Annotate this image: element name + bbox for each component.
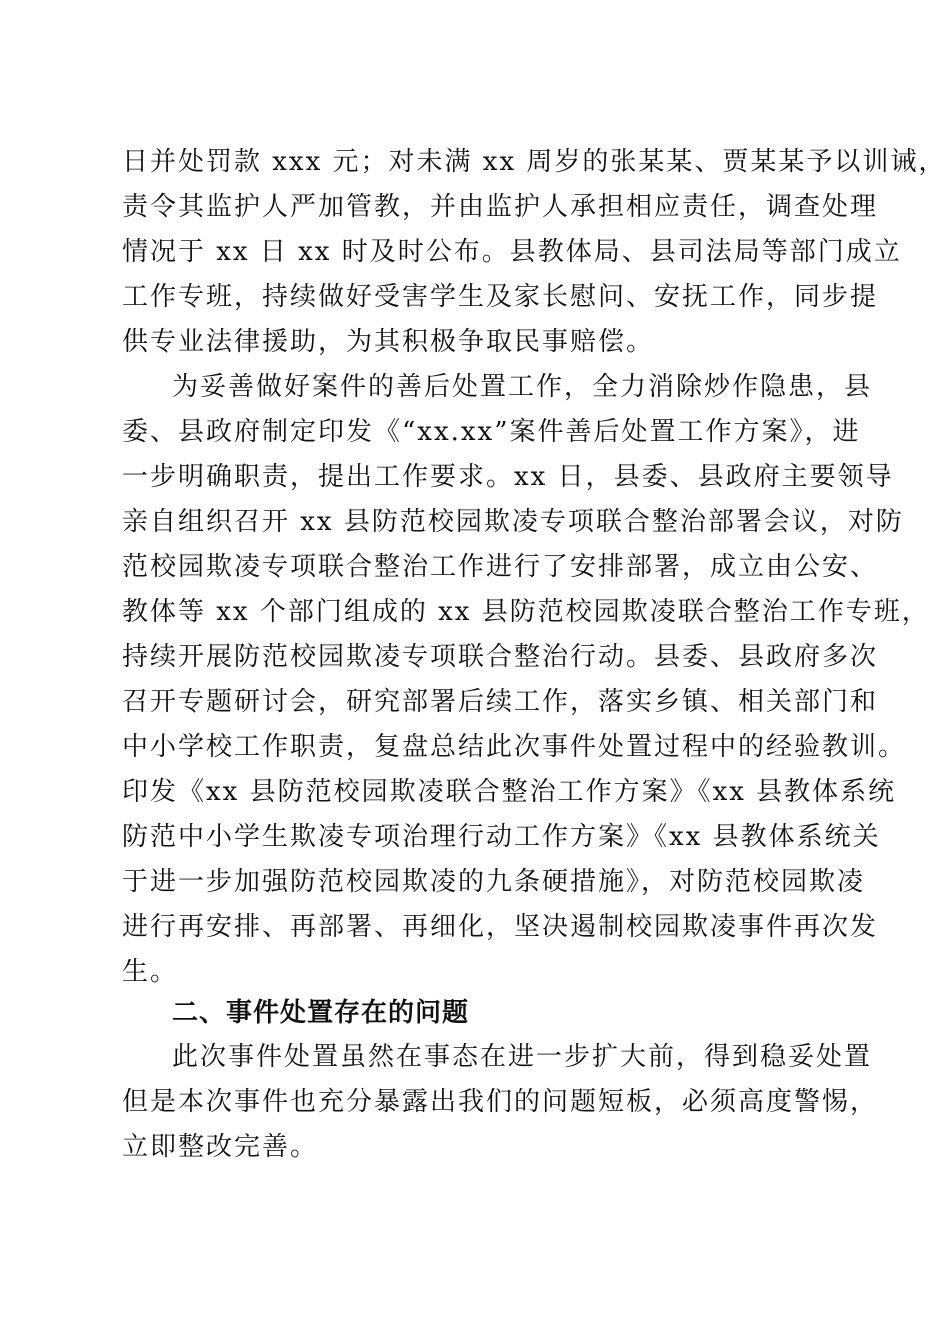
section-heading: 二、事件处置存在的问题: [172, 998, 470, 1028]
text-line: 印发《xx 县防范校园欺凌联合整治工作方案》《xx 县教体系统: [122, 777, 897, 807]
text-line: 责令其监护人严加管教，并由监护人承担相应责任，调查处理: [122, 192, 879, 222]
text-line: 中小学校工作职责，复盘总结此次事件处置过程中的经验教训。: [122, 732, 907, 762]
text-line: 工作专班，持续做好受害学生及家长慰问、安抚工作，同步提: [122, 282, 879, 312]
text-line: 一步明确职责，提出工作要求。xx 日，县委、县政府主要领导: [122, 462, 894, 492]
text-line: 防范中小学生欺凌专项治理行动工作方案》《xx 县教体系统关: [122, 822, 881, 852]
text-line: 日并处罚款 xxx 元；对未满 xx 周岁的张某某、贾某某予以训诫，: [122, 147, 947, 177]
text-line: 进行再安排、再部署、再细化，坚决遏制校园欺凌事件再次发: [122, 912, 879, 942]
text-line: 教体等 xx 个部门组成的 xx 县防范校园欺凌联合整治工作专班，: [122, 597, 930, 627]
text-line: 供专业法律援助，为其积极争取民事赔偿。: [122, 327, 655, 357]
text-line: 召开专题研讨会，研究部署后续工作，落实乡镇、相关部门和: [122, 687, 879, 717]
text-line: 但是本次事件也充分暴露出我们的问题短板，必须高度警惕，: [122, 1087, 879, 1117]
text-line: 亲自组织召开 xx 县防范校园欺凌专项联合整治部署会议，对防: [122, 507, 904, 537]
text-line: 范校园欺凌专项联合整治工作进行了安排部署，成立由公安、: [122, 552, 879, 582]
text-line: 委、县政府制定印发《“xx.xx”案件善后处置工作方案》，进: [122, 417, 861, 447]
paragraph-start-line: 此次事件处置虽然在事态在进一步扩大前，得到稳妥处置: [172, 1042, 873, 1072]
text-line: 生。: [122, 957, 179, 987]
text-line: 持续开展防范校园欺凌专项联合整治行动。县委、县政府多次: [122, 642, 879, 672]
text-line: 立即整改完善。: [122, 1132, 319, 1162]
paragraph-start-line: 为妥善做好案件的善后处置工作，全力消除炒作隐患，县: [172, 372, 873, 402]
text-line: 于进一步加强防范校园欺凌的九条硬措施》，对防范校园欺凌: [122, 867, 866, 897]
text-line: 情况于 xx 日 xx 时及时公布。县教体局、县司法局等部门成立: [122, 237, 902, 267]
